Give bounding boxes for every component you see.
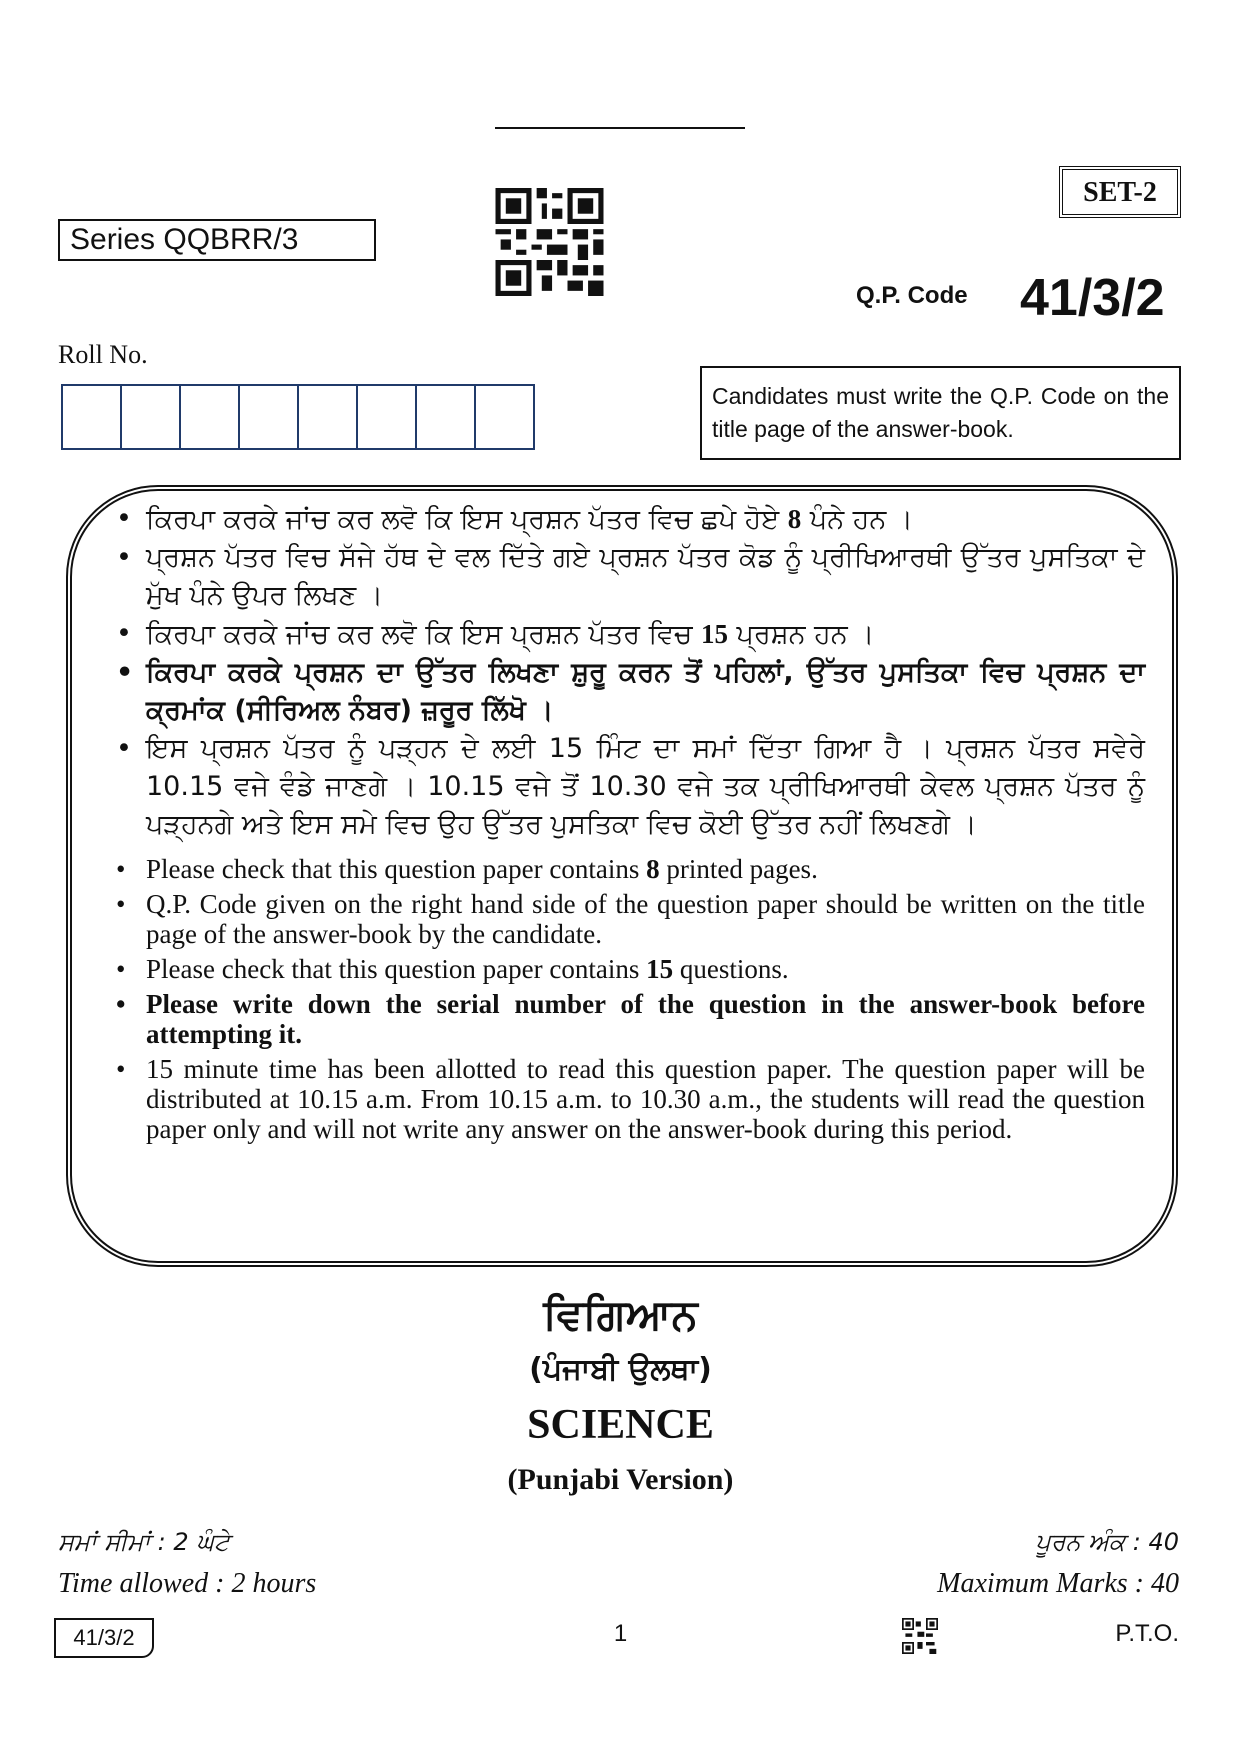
top-rule — [495, 127, 745, 129]
qp-code-label: Q.P. Code — [856, 282, 968, 309]
instruction-pa-4: • ਕਿਰਪਾ ਕਰਕੇ ਪ੍ਰਸ਼ਨ ਦਾ ਉੱਤਰ ਲਿਖਣਾ ਸ਼ੁਰੂ ਕਰਨ ਤੋਂ ਪਹਿਲਾਂ, ਉੱਤਰ ਪੁਸਤਿਕਾ ਵਿਚ ਪ੍ਰਸ਼ਨ ਦਾ ਕ੍ਰਮਾਂਕ (ਸੀਰਿਅਲ ਨੰਬਰ) ਜ਼ਰੂਰ ਲਿੱਖੋ । — [110, 654, 1145, 730]
subject-title-pa: ਵਿਗਿਆਨ — [543, 1290, 698, 1339]
instruction-number: 15 — [700, 619, 728, 649]
roll-cell[interactable] — [240, 386, 299, 448]
time-allowed-pa: ਸਮਾਂ ਸੀਮਾਂ : 2 ਘੰਟੇ — [58, 1528, 230, 1556]
instruction-text: ਕਿਰਪਾ ਕਰਕੇ ਜਾਂਚ ਕਰ ਲਵੋ ਕਿ ਇਸ ਪ੍ਰਸ਼ਨ ਪੱਤਰ ਵਿਚ ਛਪੇ ਹੋਏ — [146, 504, 788, 535]
series-label: Series QQBRR/3 — [58, 219, 376, 261]
instruction-text: Please check that this question paper contains — [146, 854, 647, 884]
roll-cell[interactable] — [63, 386, 122, 448]
subject-title-en: SCIENCE — [527, 1402, 714, 1448]
instruction-text: ਪ੍ਰਸ਼ਨ ਹਨ । — [727, 619, 875, 650]
subject-subtitle-pa: (ਪੰਜਾਬੀ ਉਲਥਾ) — [529, 1352, 712, 1387]
instruction-en-4: • Please write down the serial number of the question in the answer-book before attempting it. — [110, 989, 1145, 1049]
instruction-en-5: • 15 minute time has been allotted to read this question paper. The question paper will be distributed at 10.15 a.m. From 10.15 a.m. to 10.30 a.m., the students will read the question paper only and will not write any answer on the answer-book during this period. — [110, 1054, 1145, 1144]
instruction-pa-2: • ਪ੍ਰਸ਼ਨ ਪੱਤਰ ਵਿਚ ਸੱਜੇ ਹੱਥ ਦੇ ਵਲ ਦਿੱਤੇ ਗਏ ਪ੍ਰਸ਼ਨ ਪੱਤਰ ਕੋਡ ਨੂੰ ਪ੍ਰੀਖਿਆਰਥੀ ਉੱਤਰ ਪੁਸਤਿਕਾ ਦੇ ਮੁੱਖ ਪੰਨੇ ਉਪਰ ਲਿਖਣ । — [110, 539, 1145, 615]
time-allowed-en: Time allowed : 2 hours — [58, 1568, 317, 1599]
instructions-list — [110, 500, 1145, 1149]
max-marks-pa: ਪੂਰਨ ਅੰਕ : 40 — [1035, 1528, 1179, 1556]
instruction-en-2: • Q.P. Code given on the right hand side of the question paper should be written on the title page of the answer-book by the candidate. — [110, 889, 1145, 949]
instruction-pa-5: • ਇਸ ਪ੍ਰਸ਼ਨ ਪੱਤਰ ਨੂੰ ਪੜ੍ਹਨ ਦੇ ਲਈ 15 ਮਿੰਟ ਦਾ ਸਮਾਂ ਦਿੱਤਾ ਗਿਆ ਹੈ । ਪ੍ਰਸ਼ਨ ਪੱਤਰ ਸਵੇਰੇ 10.15 ਵਜੇ ਵੰਡੇ ਜਾਣਗੇ । 10.15 ਵਜੇ ਤੋਂ 10.30 ਵਜੇ ਤਕ ਪ੍ਰੀਖਿਆਰਥੀ ਕੇਵਲ ਪ੍ਰਸ਼ਨ ਪੱਤਰ ਨੂੰ ਪੜ੍ਹਨਗੇ ਅਤੇ ਇਸ ਸਮੇ ਵਿਚ ਉਹ ਉੱਤਰ ਪੁਸਤਿਕਾ ਵਿਚ ਕੋਈ ਉੱਤਰ ਨਹੀਂ ਲਿਖਣਗੇ । — [110, 730, 1145, 844]
instruction-en-1 — [110, 854, 1145, 884]
roll-label: Roll No. — [58, 340, 148, 369]
instruction-en-3 — [110, 954, 1145, 984]
instruction-text: questions. — [673, 954, 789, 984]
instruction-text: ਪੰਨੇ ਹਨ । — [801, 504, 913, 535]
roll-cell[interactable] — [476, 386, 533, 448]
instruction-number: 8 — [646, 854, 660, 884]
qr-code-icon — [494, 188, 605, 296]
instruction-pa-3 — [110, 615, 1145, 654]
roll-number-boxes[interactable] — [61, 384, 535, 450]
subject-subtitle-en: (Punjabi Version) — [507, 1463, 734, 1496]
roll-cell[interactable] — [299, 386, 358, 448]
roll-cell[interactable] — [122, 386, 181, 448]
instruction-number: 8 — [787, 504, 802, 534]
instruction-number: 15 — [646, 954, 674, 984]
footer-code: 41/3/2 — [54, 1618, 154, 1658]
set-label: SET-2 — [1059, 166, 1181, 218]
qp-code-notice: Candidates must write the Q.P. Code on the title page of the answer-book. — [700, 366, 1181, 460]
max-marks-en: Maximum Marks : 40 — [937, 1568, 1179, 1599]
instruction-text: ਕਿਰਪਾ ਕਰਕੇ ਜਾਂਚ ਕਰ ਲਵੋ ਕਿ ਇਸ ਪ੍ਰਸ਼ਨ ਪੱਤਰ ਵਿਚ — [146, 619, 701, 650]
roll-cell[interactable] — [417, 386, 476, 448]
instruction-text: printed pages. — [659, 854, 818, 884]
instruction-pa-1 — [110, 500, 1145, 539]
qr-code-small-icon — [902, 1618, 938, 1654]
instruction-text: Please check that this question paper contains — [146, 954, 647, 984]
roll-cell[interactable] — [358, 386, 417, 448]
page-number: 1 — [613, 1620, 628, 1647]
pto-label: P.T.O. — [1115, 1620, 1179, 1647]
roll-cell[interactable] — [181, 386, 240, 448]
qp-code: 41/3/2 — [1020, 269, 1165, 327]
